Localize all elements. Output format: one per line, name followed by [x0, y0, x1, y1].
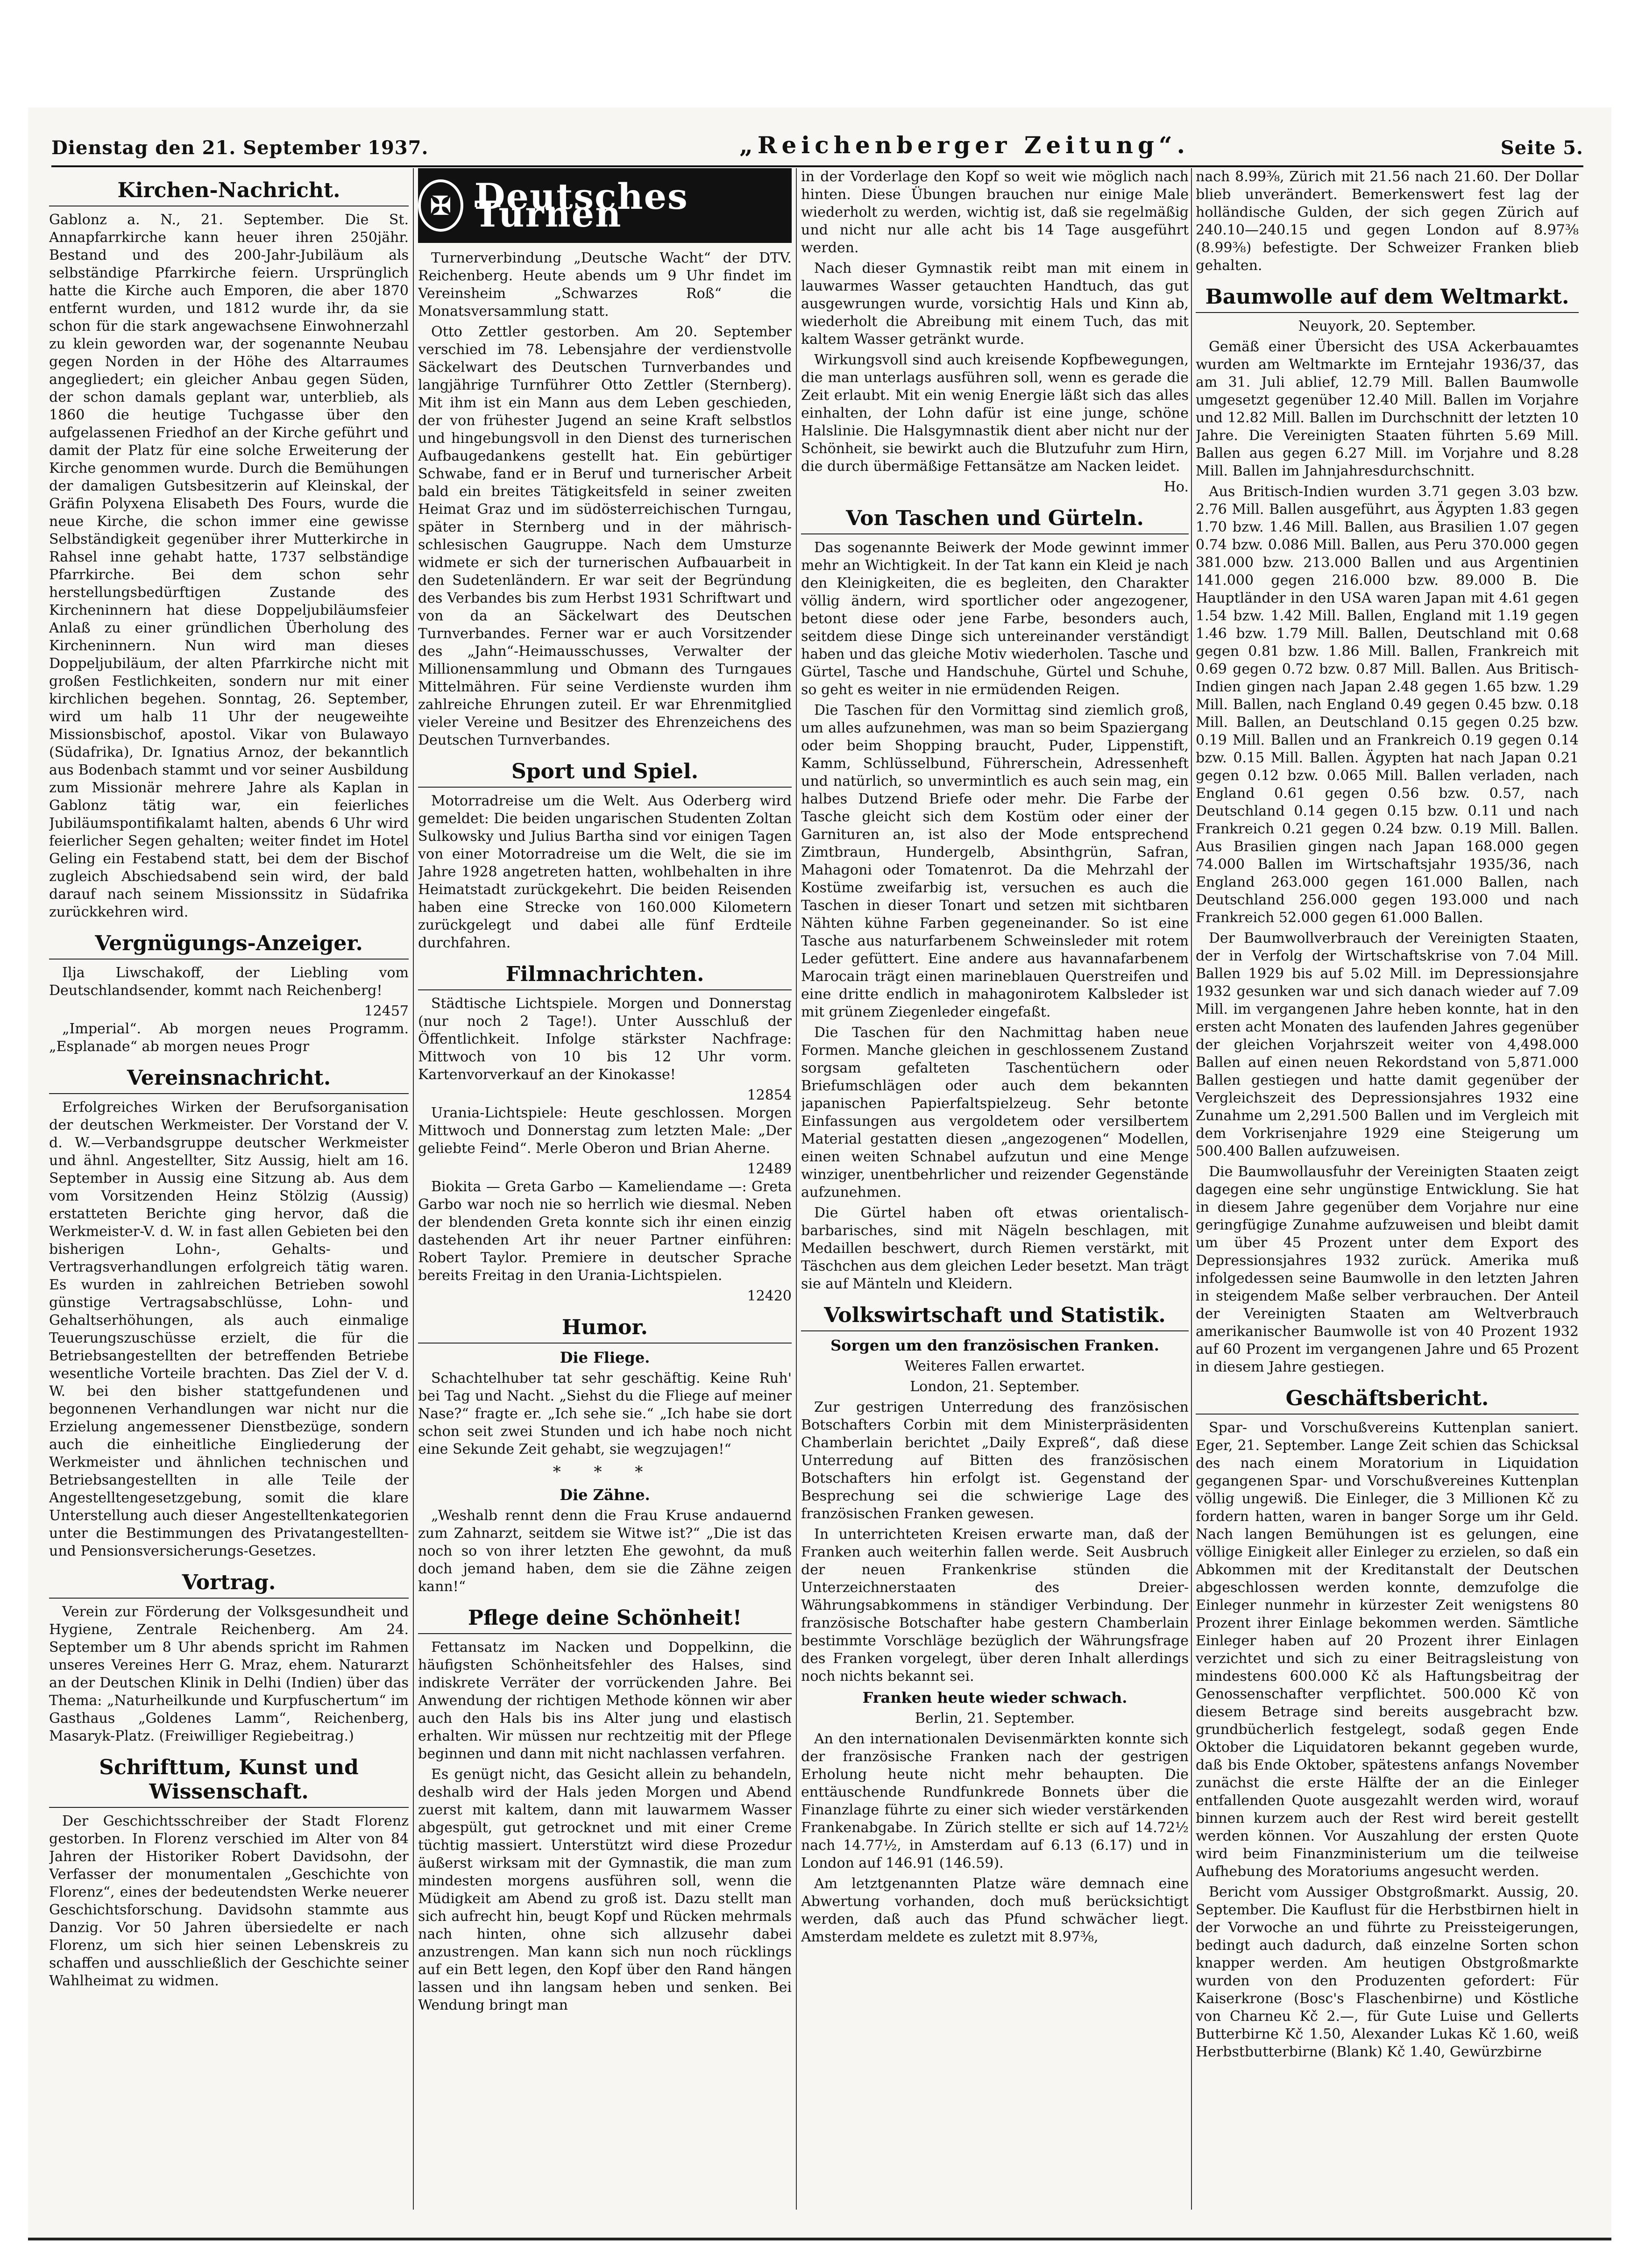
article-paragraph: in der Vorderlage den Kopf so weit wie möglich nach hinten. Diese Übungen brauchen nur einige Male wiederholt zu werden, wichtig ist, daß sie regelmäßig und nicht nur alle acht bis 14 Tage ausgeführt werden.	[801, 169, 1189, 256]
article-paragraph: Turnerverbindung „Deutsche Wacht“ der DTV. Reichenberg. Heute abends um 9 Uhr findet im Vereinsheim „Schwarzes Roß“ die Monatsversammlung statt.	[418, 250, 792, 320]
article-headline: Sorgen um den französischen Franken.	[830, 1337, 1159, 1354]
section-heading-kirche: Kirchen-Nachricht.	[49, 178, 409, 206]
dateline: Berlin, 21. September.	[915, 1710, 1075, 1727]
section-heading-pflege: Pflege deine Schönheit!	[418, 1606, 792, 1634]
section-heading-humor: Humor.	[418, 1315, 792, 1344]
article-paragraph: Der Baumwollverbrauch der Vereinigten Staaten, der in Verfolg der Wirtschaftskrise von 7.04 Mill. Ballen 1929 bis auf 5.02 Mill. im Depressionsjahre 1932 gesunken war und sich danach wieder auf 7.09 Mill. im vergangenen Jahre heben konnte, hat in den ersten acht Monaten des laufenden Jahres gegenüber der gleichen Vorjahrszeit weiter von 4,498.000 Ballen auf einen neuen Rekordstand von 5,871.000 Ballen gestiegen und hatte damit gegenüber der Vergleichszeit des Depressionsjahres 1932 eine Zunahme um 2,291.500 Ballen und im Vergleich mit dem Vorkrisenjahre 1929 eine Steigerung um 500.400 Ballen aufzuweisen.	[1196, 930, 1579, 1159]
turner-cross-icon: ✠	[418, 179, 463, 232]
article-paragraph: Schachtelhuber tat sehr geschäftig. Keine Ruh' bei Tag und Nacht. „Siehst du die Fliege auf meiner Nase?“ fragte er. „Ich sehe sie.“ „Ich habe sie dort schon seit zwei Stunden und ich habe noch nicht eine Sekunde Zeit gehabt, sie wegzujagen!“	[418, 1370, 792, 1457]
banner-title: Deutsches Turnen	[474, 176, 688, 235]
article-paragraph: „Weshalb rennt denn die Frau Kruse andauernd zum Zahnarzt, seitdem sie Witwe ist?“ „Die ist das noch so von ihrer letzten Ehe gewohnt, da muß doch jemand haben, dem sie die Zähne zeigen kann!“	[418, 1507, 792, 1595]
section-heading-baumwolle: Baumwolle auf dem Weltmarkt.	[1196, 285, 1579, 313]
article-paragraph: Spar- und Vorschußvereins Kuttenplan saniert. Eger, 21. September. Lange Zeit schien das Schicksal des nach einem Moratorium in Liquidation gegangenen Spar- und Vorschußvereines Kuttenplan völlig ungewiß. Die Einleger, die 3 Millionen Kč zu fordern hatten, waren in banger Sorge um ihr Geld. Nach langen Bemühungen ist es gelungen, eine völlige Einigkeit aller Einleger zu erzielen, so daß ein Abkommen mit der Kreditanstalt der Deutschen abgeschlossen werden konnte, demzufolge die Einleger nunmehr in kürzester Zeit wenigstens 80 Prozent ihrer Einlage bekommen werden. Sämtliche Einleger haben auf 20 Prozent ihrer Einlagen verzichtet und sich zu einer Beitragsleistung von mindestens 600.000 Kč als Haftungsbeitrag der Genossenschafter verpflichtet. 500.000 Kč von diesem Betrage sind bereits ausgebracht bzw. grundbücherlich festgelegt, sodaß gegen Ende Oktober die Liquidatoren bekannt gegeben wurde, daß bis Ende Oktober, spätestens anfangs November zunächst die erste Hälfte der an die Einleger entfallenden Quote ausgezahlt werden wird, worauf binnen kurzem auch der Rest wird bereit gestellt werden können. Vor Auszahlung der ersten Quote wird beim Finanzministerium um die teilweise Aufhebung des Moratoriums angesucht werden.	[1196, 1420, 1579, 1880]
article-subheadline: Weiteres Fallen erwartet.	[904, 1358, 1085, 1374]
article-paragraph: Aus Britisch-Indien wurden 3.71 gegen 3.03 bzw. 2.76 Mill. Ballen ausgeführt, aus Ägypten 1.83 gegen 1.70 bzw. 1.46 Mill. Ballen, aus Brasilien 1.07 gegen 0.74 bzw. 0.086 Mill. Ballen, aus Peru 370.000 gegen 381.000 bzw. 213.000 Ballen und aus Argentinien 141.000 gegen 216.000 bzw. 89.000 B. Die Hauptländer in den USA waren Japan mit 4.61 gegen 1.54 bzw. 1.42 Mill. Ballen, England mit 1.19 gegen 1.46 bzw. 1.79 Mill. Ballen, Deutschland mit 0.68 gegen 0.81 bzw. 1.86 Mill. Ballen, Frankreich mit 0.69 gegen 0.72 bzw. 0.87 Mill. Ballen. Aus Britisch-Indien gingen nach Japan 2.48 gegen 1.65 bzw. 1.29 Mill. Ballen, nach England 0.49 gegen 0.45 bzw. 0.18 Mill. Ballen, an Deutschland 0.15 gegen 0.25 bzw. 0.19 Mill. Ballen und an Frankreich 0.19 gegen 0.14 bzw. 0.15 Mill. Ballen. Ägypten hat nach Japan 0.21 gegen 0.12 bzw. 0.065 Mill. Ballen verladen, nach England 0.61 gegen 0.56 bzw. 0.57, nach Deutschland 0.14 gegen 0.15 bzw. 0.11 und nach Frankreich 0.21 gegen 0.24 bzw. 0.19 Mill. Ballen. Aus Brasilien gingen nach Japan 168.000 gegen 74.000 Ballen im Wirtschaftsjahr 1935/36, nach England 263.000 gegen 161.000 Ballen, nach Deutschland 256.000 gegen 193.000 und nach Frankreich 52.000 gegen 61.000 Ballen.	[1196, 483, 1579, 926]
subheading: Die Zähne.	[560, 1486, 650, 1504]
article-paragraph: Das sogenannte Beiwerk der Mode gewinnt immer mehr an Wichtigkeit. In der Tat kann ein Kleid je nach den Kleinigkeiten, die es begleiten, den Charakter völlig ändern, wird sportlicher oder angezogener, betont diese oder jene Farbe, besonders auch, seitdem diese Dinge sich untereinander verständigt haben und das gleiche Motiv wiederholen. Tasche und Gürtel, Tasche und Handschuhe, Gürtel und Schuhe, so geht es weiter in nie ermüdenden Reigen.	[801, 540, 1189, 698]
section-heading-taschen: Von Taschen und Gürteln.	[801, 506, 1189, 534]
article-paragraph: Verein zur Förderung der Volksgesundheit und Hygiene, Zentrale Reichenberg. Am 24. September um 8 Uhr abends spricht im Rahmen unseres Vereines Herr G. Mraz, ehem. Naturarzt an der Deutschen Klinik in Delhi (Indien) über das Thema: „Naturheilkunde und Kurpfuschertum“ im Gasthaus „Goldenes Lamm“, Reichenberg, Masaryk-Platz. (Freiwilliger Regiebeitrag.)	[49, 1604, 409, 1744]
article-paragraph: Ilja Liwschakoff, der Liebling vom Deutschlandsender, kommt nach Reichenberg!	[49, 965, 409, 999]
article-paragraph: Gablonz a. N., 21. September. Die St. Annapfarrkirche kann heuer ihren 250jähr. Bestand und des 200-Jahr-Jubiläum als selbständige Pfarrkirche feiern. Ursprünglich hatte die Kirche auch Emporen, die aber 1870 entfernt wurden, und 1812 wurde ihr, da sie schon für die stark angewachsene Einwohnerzahl zu klein geworden war, der sogenannte Neubau gegen Norden in der Höhe des Altarraumes angegliedert; ein gleicher Anbau gegen Süden, der schon damals geplant war, unterblieb, als 1860 die heutige Tuchgasse über den aufgelassenen Friedhof an der Kirche geführt und damit der Platz für eine solche Erweiterung der Kirche genommen wurde. Durch die Bemühungen der damaligen Gutsbesitzerin auf Kleinskal, der Gräfin Polyxena Elisabeth Des Fours, wurde die neue Kirche, die schon immer eine gewisse Selbständigkeit gegenüber ihrer Mutterkirche in Rahsel inne gehabt hatte, 1737 selbständige Pfarrkirche. Bei dem schon sehr herstellungsbedürftigen Zustande des Kircheninnern hat diese Doppeljubiläumsfeier Anlaß zu einer gründlichen Überholung des Kircheninnern. Nun wird man dieses Doppeljubiläum, der alten Pfarrkirche nicht mit großen Festlichkeiten, sondern nur mit einer kirchlichen begehen. Sonntag, 26. September, wird um halb 11 Uhr der neugeweihte Missionsbischof, apostol. Vikar von Bulawayo (Südafrika), Dr. Ignatius Arnoz, der bekanntlich aus Bodenbach stammt und vor seiner Ausbildung zum Missionär mehrere Jahre als Kaplan in Gablonz tätig war, ein feierliches Jubiläumspontifikalamt halten, abends 6 Uhr wird feierlicher Segen gehalten; weiter findet im Hotel Geling ein Festabend statt, bei dem der Bischof zugleich Abschiedsabend sein wird, der bald darauf nach seinem Missionssitz in Südafrika zurückkehren wird.	[49, 212, 409, 920]
column-2	[418, 168, 792, 2210]
page-header	[51, 117, 1583, 167]
article-paragraph: Die Gürtel haben oft etwas orientalisch-barbarisches, sind mit Nägeln beschlagen, mit Medaillen beschwert, durch Riemen verstärkt, mit Täschchen aus dem gleichen Leder besetzt. Man trägt sie auf Mänteln und Kleidern.	[801, 1205, 1189, 1292]
section-heading-geschaeftsbericht: Geschäftsbericht.	[1196, 1386, 1579, 1415]
column-rule	[413, 168, 414, 2210]
ad-number: 12457	[364, 1003, 409, 1019]
page-number: Seite 5.	[1500, 137, 1583, 159]
dateline: Neuyork, 20. September.	[1298, 318, 1476, 334]
article-paragraph: Motorradreise um die Welt. Aus Oderberg wird gemeldet: Die beiden ungarischen Studenten Zoltan Sulkowsky und Julius Bartha sind vor einigen Tagen von einer Motorradreise um die Welt, die sie im Jahre 1928 angetreten hatten, wohlbehalten in ihre Heimatstadt zurückgekehrt. Die beiden Reisenden haben eine Strecke von 160.000 Kilometern zurückgelegt und dabei alle fünf Erdteile durchfahren.	[418, 793, 792, 951]
author-signature: Ho.	[1163, 479, 1189, 495]
dateline: London, 21. September.	[910, 1379, 1080, 1395]
article-paragraph: Bericht vom Aussiger Obstgroßmarkt. Aussig, 20. September. Die Kauflust für die Herbstbirnen hielt in der Vorwoche an und führte zu Preissteigerungen, bedingt auch dadurch, daß einzelne Sorten schon knapper werden. Am heutigen Obstgroßmarkte wurden von den Produzenten gefordert: Für Kaiserkrone (Bosc's Flaschenbirne) und Köstliche von Charneu Kč 2.—, für Gute Luise und Gellerts Butterbirne Kč 1.50, Alexander Lukas Kč 1.60, weiß Herbstbutterbirne (Blank) Kč 1.40, Gewürzbirne	[1196, 1884, 1579, 2060]
section-heading-vortrag: Vortrag.	[49, 1571, 409, 1599]
subheading: Die Fliege.	[560, 1349, 650, 1366]
article-paragraph: Gemäß einer Übersicht des USA Ackerbauamtes wurden am Weltmarkte im Erntejahr 1936/37, das am 31. Juli ablief, 12.79 Mill. Ballen Baumwolle umgesetzt gegenüber 12.40 Mill. Ballen im Vorjahre und 12.82 Mill. Ballen im Durchschnitt der letzten 10 Jahre. Die Vereinigten Staaten führten 5.69 Mill. Ballen aus gegen 6.27 Mill. im Vorjahre und 8.28 Mill. Ballen im Jahnjahresdurchschnitt.	[1196, 339, 1579, 479]
article-paragraph: Wirkungsvoll sind auch kreisende Kopfbewegungen, die man unterlags ausführen soll, wenn es gerade die Zeit erlaubt. Mit ein wenig Energie läßt sich das alles einhalten, der Lohn dafür ist eine junge, schöne Halslinie. Die Halsgymnastik dient aber nicht nur der Schönheit, sie bewirkt auch die Blutzufuhr zum Hirn, die durch übermäßige Fettansätze am Nacken leidet.	[801, 352, 1189, 475]
page-bottom-edge	[28, 2238, 1611, 2240]
newspaper-title: „Reichenberger Zeitung“.	[739, 131, 1190, 159]
section-heading-verein: Vereinsnachricht.	[49, 1066, 409, 1094]
article-headline: Franken heute wieder schwach.	[862, 1689, 1127, 1706]
column-1	[49, 168, 409, 2210]
ad-number: 12854	[747, 1087, 792, 1103]
article-paragraph: nach 8.99⅜, Zürich mit 21.56 nach 21.60. Der Dollar blieb unverändert. Bemerkenswert fest lag der holländische Gulden, der sich gegen Zürich auf 240.10—240.15 und gegen London auf 8.97⅜ (8.99⅜) befestigte. Der Schweizer Franken blieb gehalten.	[1196, 169, 1579, 274]
column-rule	[796, 168, 797, 2210]
article-paragraph: Nach dieser Gymnastik reibt man mit einem in lauwarmes Wasser getauchten Handtuch, das gut ausgewrungen wurde, vorsichtig Hals und Kinn ab, wiederholt die Abreibung mit einem Tuch, das mit kaltem Wasser getränkt wurde.	[801, 260, 1189, 348]
article-paragraph: Fettansatz im Nacken und Doppelkinn, die häufigsten Schönheitsfehler des Halses, sind indiskrete Verräter der vorrückenden Jahre. Bei Anwendung der richtigen Methode können wir aber auch den Hals bis ins Alter jung und elastisch erhalten. Wir müssen nur rechtzeitig mit der Pflege beginnen und dann mit nicht nachlassen verfahren.	[418, 1639, 792, 1762]
article-paragraph: Der Geschichtsschreiber der Stadt Florenz gestorben. In Florenz verschied im Alter von 84 Jahren der Historiker Robert Davidsohn, der Verfasser der monumentalen „Geschichte von Florenz“, eines der bedeutendsten Werke neuerer Geschichtsforschung. Davidsohn stammte aus Danzig. Vor 50 Jahren übersiedelte er nach Florenz, um sich hier seinen Lebenskreis zu schaffen und ausschließlich der Geschichte seiner Wahlheimat zu widmen.	[49, 1813, 409, 1989]
section-heading-film: Filmnachrichten.	[418, 962, 792, 990]
section-heading-volkswirtschaft: Volkswirtschaft und Statistik.	[801, 1303, 1189, 1331]
article-paragraph: Zur gestrigen Unterredung des französischen Botschafters Corbin mit dem Ministerpräsidenten Chamberlain berichtet „Daily Expreß“, daß diese Unterredung auf Bitten des französischen Botschafters hin erfolgt ist. Gegenstand der Besprechung sei die schwierige Lage des französischen Franken gewesen.	[801, 1399, 1189, 1522]
section-heading-vergnuegung: Vergnügungs-Anzeiger.	[49, 931, 409, 960]
article-paragraph: Am letztgenannten Platze wäre demnach eine Abwertung vorhanden, doch muß berücksichtigt werden, daß auch das Pfund schwächer liegt. Amsterdam meldete es zuletzt mit 8.97⅜,	[801, 1876, 1189, 1945]
article-paragraph: Städtische Lichtspiele. Morgen und Donnerstag (nur noch 2 Tage!). Unter Ausschluß der Öffentlichkeit. Infolge stärkster Nachfrage: Mittwoch von 10 bis 12 Uhr vorm. Kartenvorverkauf an der Kinokasse!	[418, 995, 792, 1083]
article-paragraph: An den internationalen Devisenmärkten konnte sich der französische Franken nach der gestrigen Erholung heute nicht mehr behaupten. Die enttäuschende Rundfunkrede Bonnets über die Finanzlage führte zu einer sich wieder verstärkenden Frankenabgabe. In Zürich stellte er sich auf 14.72½ nach 14.77½, in Amsterdam auf 6.13 (6.17) und in London auf 146.91 (146.59).	[801, 1731, 1189, 1871]
column-rule	[1191, 168, 1192, 2210]
article-paragraph: Erfolgreiches Wirken der Berufsorganisation der deutschen Werkmeister. Der Vorstand der V. d. W.—Verbandsgruppe deutscher Werkmeister und ähnl. Angestellter, Sitz Aussig, hielt am 16. September in Aussig eine Sitzung ab. Aus dem vom Vorsitzenden Heinz Stölzig (Aussig) erstatteten Berichte ging hervor, daß die Werkmeister-V. d. W. in fast allen Gebieten bei den bisherigen Lohn-, Gehalts- und Vertragsverhandlungen erfolgreich tätig waren. Es wurden in zahlreichen Betrieben sowohl günstige Vertragsabschlüsse, Lohn- und Gehaltserhöhungen, als auch einmalige Teuerungszuschüsse erzielt, die für die Betriebsangestellten der betreffenden Betriebe wesentliche Vorteile brachten. Das Ziel der V. d. W. bei den bisher stattgefundenen und begonnenen Verhandlungen war nicht nur die Erzielung angemessener Dienstbezüge, sondern auch die einheitliche Eingliederung der Werkmeister und ähnlichen technischen und Betriebsangestellten in alle Teile der Angestelltengesetzgebung, somit die klare Unterstellung auch dieser Angestelltenkategorien unter die Bestimmungen des Privatangestellten- und Pensionsversicherungs-Gesetzes.	[49, 1099, 409, 1559]
separator-stars: * * *	[553, 1463, 657, 1481]
turnen-banner	[418, 168, 792, 243]
article-paragraph: Die Taschen für den Vormittag sind ziemlich groß, um alles aufzunehmen, was man so beim Spaziergang oder beim Shopping braucht, Puder, Lippenstift, Kamm, Schlüsselbund, Führerschein, Adressenheft und natürlich, so unvermintlich es auch sein mag, ein halbes Dutzend Briefe oder mehr. Die Farbe der Tasche gleicht sich dem Kostüm oder einer der Garnituren an, ist also der Mode entsprechend Zimtbraun, Hundergelb, Absinthgrün, Safran, Mahagoni oder Tomatenrot. Da die Mehrzahl der Kostüme zweifarbig ist, versuchen es auch die Taschen in dieser Tonart und setzen mit sichtbaren Nähten kühne Farben gegeneinander. So ist eine Tasche aus naturfarbenem Schweinsleder mit rotem Leder gefüttert. Eine andere aus havannafarbenem Marocain trägt einen marineblauen Querstreifen und eine dritte endlich in mahagonirotem Kalbsleder ist mit grünem Ziegenleder eingefaßt.	[801, 702, 1189, 1020]
section-heading-sport: Sport und Spiel.	[418, 760, 792, 788]
ad-number: 12489	[747, 1161, 792, 1177]
article-paragraph: Otto Zettler gestorben. Am 20. September verschied im 78. Lebensjahre der verdienstvolle Säckelwart des Deutschen Turnverbandes und langjährige Turnführer Otto Zettler (Sternberg). Mit ihm ist ein Mann aus dem Leben geschieden, der von frühester Jugend an seine Kraft selbstlos und hingebungsvoll in den Dienst des turnerischen Aufbaugedankens gestellt hat. Ein gebürtiger Schwabe, fand er in Beruf und turnerischer Arbeit bald ein breites Tätigkeitsfeld in seiner zweiten Heimat Graz und im südösterreichischen Turngau, später in Sternberg und in der mährisch-schlesischen Gaugruppe. Nach dem Umsturze widmete er sich der turnerischen Aufbauarbeit in den Sudetenländern. Er war seit der Begründung des Verbandes bis zum Herbst 1931 Schriftwart und von da an Säckelwart des Deutschen Turnverbandes. Ferner war er auch Vorsitzender des „Jahn“-Heimausschusses, Verwalter der Millionensammlung und Obmann des Turngaues Mittelmähren. Für seine Verdienste wurden ihm zahlreiche Ehrungen zuteil. Er war Ehrenmitglied vieler Vereine und Besitzer des Ehrenzeichens des Deutschen Turnverbandes.	[418, 324, 792, 748]
article-paragraph: Die Baumwollausfuhr der Vereinigten Staaten zeigt dagegen eine sehr ungünstige Entwicklung. Sie hat in diesem Jahre gegenüber dem Vorjahre nur eine geringfügige Zunahme aufzuweisen und bleibt damit um über 45 Prozent unter dem Export des Depressionsjahres 1932 zurück. Amerika muß infolgedessen seine Baumwolle in den letzten Jahren in steigendem Maße selber verbrauchen. Der Anteil der Vereinigten Staaten am Weltverbrauch amerikanischer Baumwolle ist von 40 Prozent 1932 auf 60 Prozent im vergangenen Jahre und 65 Prozent in diesem Jahre gestiegen.	[1196, 1164, 1579, 1375]
header-date: Dienstag den 21. September 1937.	[51, 137, 429, 159]
section-heading-schrifttum: Schrifttum, Kunst und Wissenschaft.	[49, 1756, 409, 1808]
column-3	[801, 168, 1189, 2210]
article-paragraph: Urania-Lichtspiele: Heute geschlossen. Morgen Mittwoch und Donnerstag zum letzten Male: „Der geliebte Feind“. Merle Oberon und Brian Aherne.	[418, 1105, 792, 1157]
article-paragraph: „Imperial“. Ab morgen neues Programm. „Esplanade“ ab morgen neues Progr	[49, 1021, 409, 1055]
article-paragraph: Die Taschen für den Nachmittag haben neue Formen. Manche gleichen in geschlossenem Zustand sorgsam gefalteten Taschentüchern oder Briefumschlägen oder auch dem bekannten japanischen Papierfaltspielzeug. Sehr betonte Einfassungen aus vergoldetem oder versilbertem Material gestatten diesen „angezogenen“ Modellen, einen weiten Schnabel aufzutun und eine Menge winziger, unentbehrlicher und reizender Gegenstände aufzunehmen.	[801, 1024, 1189, 1201]
ad-number: 12420	[747, 1288, 792, 1304]
article-paragraph: In unterrichteten Kreisen erwarte man, daß der Franken auch weiterhin fallen werde. Seit Ausbruch der neuen Frankenkrise stünden die Unterzeichnerstaaten des Dreier-Währungsabkommens in ständiger Verbindung. Der französische Botschafter habe gestern Chamberlain bestimmte Vorschläge bezüglich der Währungsfrage des Franken vorgelegt, über deren Inhalt allerdings noch nichts bekannt sei.	[801, 1526, 1189, 1685]
column-4	[1196, 168, 1579, 2210]
article-paragraph: Biokita — Greta Garbo — Kameliendame —: Greta Garbo war noch nie so herrlich wie diesmal. Neben der blendenden Greta konnte sich ihr einen einzig dastehenden Art ihr neuer Partner einführen: Robert Taylor. Premiere in deutscher Sprache bereits Freitag in den Urania-Lichtspielen.	[418, 1179, 792, 1284]
article-paragraph: Es genügt nicht, das Gesicht allein zu behandeln, deshalb wird der Hals jeden Morgen und Abend zuerst mit kaltem, dann mit lauwarmem Wasser abgespült, gut getrocknet und mit einer Creme tüchtig massiert. Unterstützt wird diese Prozedur äußerst wirksam mit der Gymnastik, die man zum mindesten morgens ausführen soll, wenn die Müdigkeit am Abend zu groß ist. Dazu stellt man sich aufrecht hin, beugt Kopf und Rücken mehrmals nach hinten, ohne sich allzusehr dabei anzustrengen. Man kann sich nun noch rücklings auf ein Bett legen, den Kopf über den Rand hängen lassen und ihn langsam heben und senken. Bei Wendung bringt man	[418, 1766, 792, 2013]
